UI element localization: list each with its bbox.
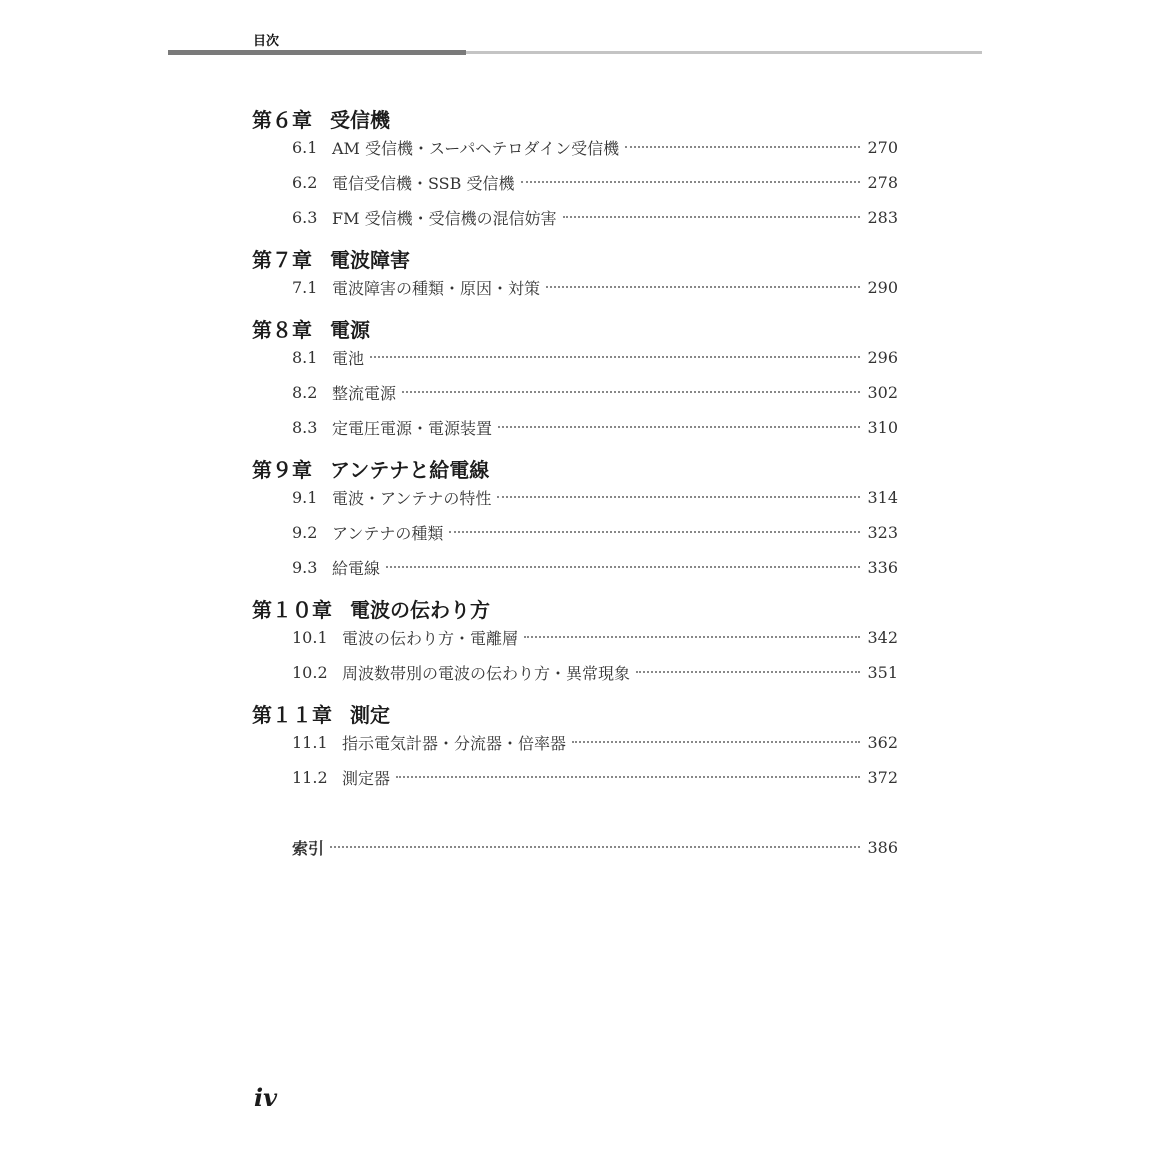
- section-number: 6.2: [292, 172, 318, 192]
- toc-entry[interactable]: [292, 520, 898, 544]
- section-number: 8.3: [292, 417, 318, 437]
- page-number: 290: [867, 277, 898, 297]
- page-number: 270: [867, 137, 898, 157]
- index-entry[interactable]: [292, 835, 898, 859]
- toc-entry[interactable]: [292, 345, 898, 369]
- toc-entry[interactable]: [292, 485, 898, 509]
- page-number: 278: [867, 172, 898, 192]
- section-number: 8.2: [292, 382, 318, 402]
- page-number: 283: [867, 207, 898, 227]
- chapter-number: 第１０章: [252, 598, 332, 622]
- section-title: 電波の伝わり方・電離層: [342, 628, 519, 648]
- chapter-number: 第７章: [252, 248, 312, 272]
- section-number: 6.1: [292, 137, 318, 157]
- toc-entry[interactable]: [292, 660, 898, 684]
- page-number: 362: [867, 732, 898, 752]
- section-title: 電信受信機・SSB 受信機: [332, 173, 515, 193]
- section-title: 電波障害の種類・原因・対策: [332, 278, 541, 298]
- section-title: 給電線: [332, 558, 381, 578]
- dot-leader: [402, 391, 860, 393]
- dot-leader: [521, 181, 861, 183]
- chapter-heading[interactable]: [252, 454, 489, 483]
- section-number: 9.2: [292, 522, 318, 542]
- section-title: 電池: [332, 348, 365, 368]
- chapter-heading[interactable]: [252, 104, 390, 133]
- section-number: 9.1: [292, 487, 318, 507]
- page-folio: iv: [254, 1083, 278, 1112]
- section-title: 整流電源: [332, 383, 397, 403]
- toc-entry[interactable]: [292, 135, 898, 159]
- running-head: 目次: [253, 34, 280, 49]
- chapter-number: 第９章: [252, 458, 312, 482]
- section-number: 11.2: [292, 767, 328, 787]
- section-title: 測定器: [342, 768, 391, 788]
- dot-leader: [497, 496, 860, 498]
- page-number: 302: [867, 382, 898, 402]
- dot-leader: [449, 531, 860, 533]
- chapter-heading[interactable]: [252, 699, 390, 728]
- chapter-title: 電源: [330, 318, 370, 342]
- page-number: 310: [867, 417, 898, 437]
- toc-entry[interactable]: [292, 555, 898, 579]
- dot-leader: [498, 426, 860, 428]
- toc-entry[interactable]: [292, 625, 898, 649]
- section-number: 7.1: [292, 277, 318, 297]
- section-number: 6.3: [292, 207, 318, 227]
- toc-entry[interactable]: [292, 205, 898, 229]
- toc-entry[interactable]: [292, 415, 898, 439]
- section-number: 10.2: [292, 662, 328, 682]
- dot-leader: [572, 741, 860, 743]
- section-title: 定電圧電源・電源装置: [332, 418, 493, 438]
- chapter-title: 電波障害: [330, 248, 410, 272]
- chapter-number: 第８章: [252, 318, 312, 342]
- section-title: アンテナの種類: [332, 523, 444, 543]
- page-number: 372: [867, 767, 898, 787]
- chapter-title: 測定: [350, 703, 390, 727]
- section-title: AM 受信機・スーパヘテロダイン受信機: [332, 138, 620, 158]
- page-number: 342: [867, 627, 898, 647]
- toc-entry[interactable]: [292, 730, 898, 754]
- dot-leader: [396, 776, 860, 778]
- chapter-heading[interactable]: [252, 314, 370, 343]
- toc-entry[interactable]: [292, 170, 898, 194]
- chapter-title: 電波の伝わり方: [350, 598, 490, 622]
- dot-leader: [563, 216, 860, 218]
- toc-entry[interactable]: [292, 765, 898, 789]
- section-number: 11.1: [292, 732, 328, 752]
- section-number: 9.3: [292, 557, 318, 577]
- chapter-number: 第６章: [252, 108, 312, 132]
- section-title: 電波・アンテナの特性: [332, 488, 492, 508]
- section-number: 8.1: [292, 347, 318, 367]
- section-title: 指示電気計器・分流器・倍率器: [342, 733, 567, 753]
- page-number: 296: [867, 347, 898, 367]
- chapter-heading[interactable]: [252, 244, 410, 273]
- chapter-heading[interactable]: [252, 594, 490, 623]
- dot-leader: [524, 636, 860, 638]
- section-title: 周波数帯別の電波の伝わり方・異常現象: [342, 663, 631, 683]
- index-page: 386: [867, 837, 898, 857]
- section-title: FM 受信機・受信機の混信妨害: [332, 208, 557, 228]
- page-number: 351: [867, 662, 898, 682]
- dot-leader: [625, 146, 860, 148]
- dot-leader: [636, 671, 860, 673]
- dot-leader: [330, 846, 860, 848]
- chapter-title: 受信機: [330, 108, 390, 132]
- dot-leader: [546, 286, 860, 288]
- index-title: 索引: [292, 838, 325, 858]
- page-number: 314: [867, 487, 898, 507]
- chapter-number: 第１１章: [252, 703, 332, 727]
- toc-entry[interactable]: [292, 380, 898, 404]
- dot-leader: [386, 566, 860, 568]
- page-number: 336: [867, 557, 898, 577]
- chapter-title: アンテナと給電線: [330, 458, 490, 482]
- page-number: 323: [867, 522, 898, 542]
- toc-entry[interactable]: [292, 275, 898, 299]
- section-number: 10.1: [292, 627, 328, 647]
- dot-leader: [370, 356, 860, 358]
